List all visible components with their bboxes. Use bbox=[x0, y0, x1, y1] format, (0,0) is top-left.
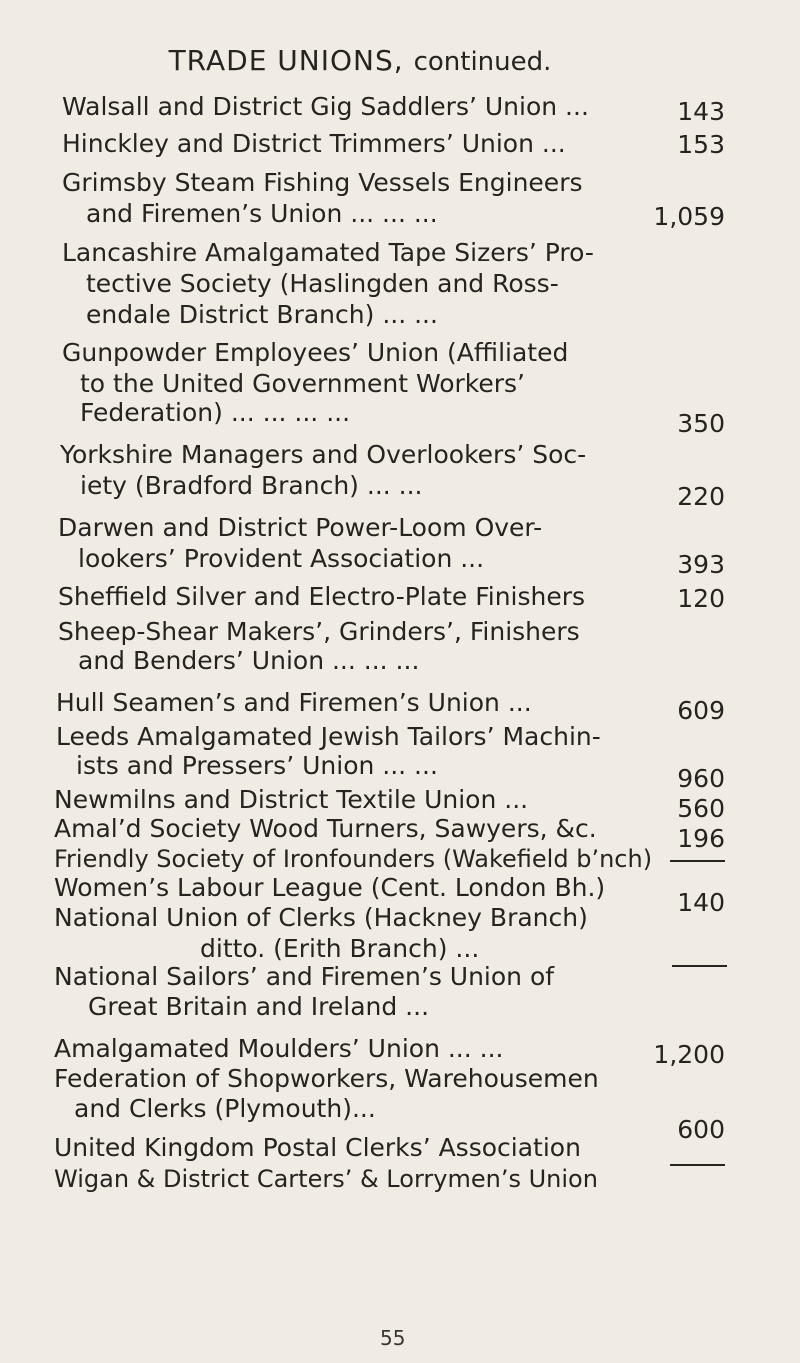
entry-value: 393 bbox=[677, 550, 725, 579]
entry-value: 196 bbox=[677, 824, 725, 853]
entry-value: 560 bbox=[677, 794, 725, 823]
entry-line: Darwen and District Power-Loom Over- bbox=[58, 513, 543, 542]
entry-line: ists and Pressers’ Union ... ... bbox=[76, 751, 438, 780]
entry-line: Federation of Shopworkers, Warehousemen bbox=[54, 1064, 599, 1093]
entry-line: Hinckley and District Trimmers’ Union ... bbox=[62, 129, 566, 158]
entry-line: Yorkshire Managers and Overlookers’ Soc- bbox=[60, 440, 587, 469]
entry-value: 1,200 bbox=[653, 1040, 725, 1069]
page-heading bbox=[0, 44, 720, 77]
entry-line: Hull Seamen’s and Firemen’s Union ... bbox=[56, 688, 532, 717]
entry-value-dash bbox=[670, 1164, 725, 1166]
entry-value: 153 bbox=[677, 130, 725, 159]
entry-line: and Clerks (Plymouth)... bbox=[74, 1094, 376, 1123]
entry-line: tective Society (Haslingden and Ross- bbox=[86, 269, 559, 298]
entry-line: Gunpowder Employees’ Union (Affiliated bbox=[62, 338, 569, 367]
entry-value: 960 bbox=[677, 764, 725, 793]
entry-line: ditto. (Erith Branch) ... bbox=[200, 934, 480, 963]
entry-line: United Kingdom Postal Clerks’ Association bbox=[54, 1133, 581, 1162]
entry-value: 220 bbox=[677, 482, 725, 511]
entry-line: Federation) ... ... ... ... bbox=[80, 398, 351, 427]
entry-line: National Sailors’ and Firemen’s Union of bbox=[54, 962, 555, 991]
entry-line: Walsall and District Gig Saddlers’ Union ... bbox=[62, 92, 589, 121]
entry-line: Grimsby Steam Fishing Vessels Engineers bbox=[62, 168, 583, 197]
entry-value: 600 bbox=[677, 1115, 725, 1144]
entry-line: Sheffield Silver and Electro-Plate Finishers bbox=[58, 582, 586, 611]
entry-line: to the United Government Workers’ bbox=[80, 369, 526, 398]
entry-line: Amalgamated Moulders’ Union ... ... bbox=[54, 1034, 504, 1063]
entry-value: 609 bbox=[677, 696, 725, 725]
entry-line: Great Britain and Ireland ... bbox=[88, 992, 430, 1021]
entry-value: 350 bbox=[677, 409, 725, 438]
entry-line: Leeds Amalgamated Jewish Tailors’ Machin- bbox=[56, 722, 601, 751]
page-number: 55 bbox=[380, 1326, 406, 1350]
entry-line: Wigan & District Carters’ & Lorrymen’s Union bbox=[54, 1165, 598, 1193]
entry-line: and Benders’ Union ... ... ... bbox=[78, 646, 420, 675]
entry-line: National Union of Clerks (Hackney Branch) bbox=[54, 903, 588, 932]
entry-value: 120 bbox=[677, 584, 725, 613]
entry-line: Lancashire Amalgamated Tape Sizers’ Pro- bbox=[62, 238, 594, 267]
entry-value: 140 bbox=[677, 888, 725, 917]
entry-value-dash bbox=[672, 965, 727, 967]
entry-line: Amal’d Society Wood Turners, Sawyers, &c. bbox=[54, 814, 597, 843]
entry-value: 1,059 bbox=[653, 202, 725, 231]
entry-line: and Firemen’s Union ... ... ... bbox=[86, 199, 438, 228]
heading-title: TRADE UNIONS, bbox=[168, 44, 404, 77]
entry-line: iety (Bradford Branch) ... ... bbox=[80, 471, 423, 500]
entry-line: lookers’ Provident Association ... bbox=[78, 544, 485, 573]
heading-continued: continued. bbox=[413, 47, 552, 77]
entry-line: endale District Branch) ... ... bbox=[86, 300, 438, 329]
entry-line: Friendly Society of Ironfounders (Wakefield b’nch) bbox=[54, 845, 653, 873]
entry-value-dash bbox=[670, 860, 725, 862]
entry-line: Women’s Labour League (Cent. London Bh.) bbox=[54, 873, 606, 902]
entry-value: 143 bbox=[677, 97, 725, 126]
entry-line: Newmilns and District Textile Union ... bbox=[54, 785, 529, 814]
entry-line: Sheep-Shear Makers’, Grinders’, Finishers bbox=[58, 617, 580, 646]
